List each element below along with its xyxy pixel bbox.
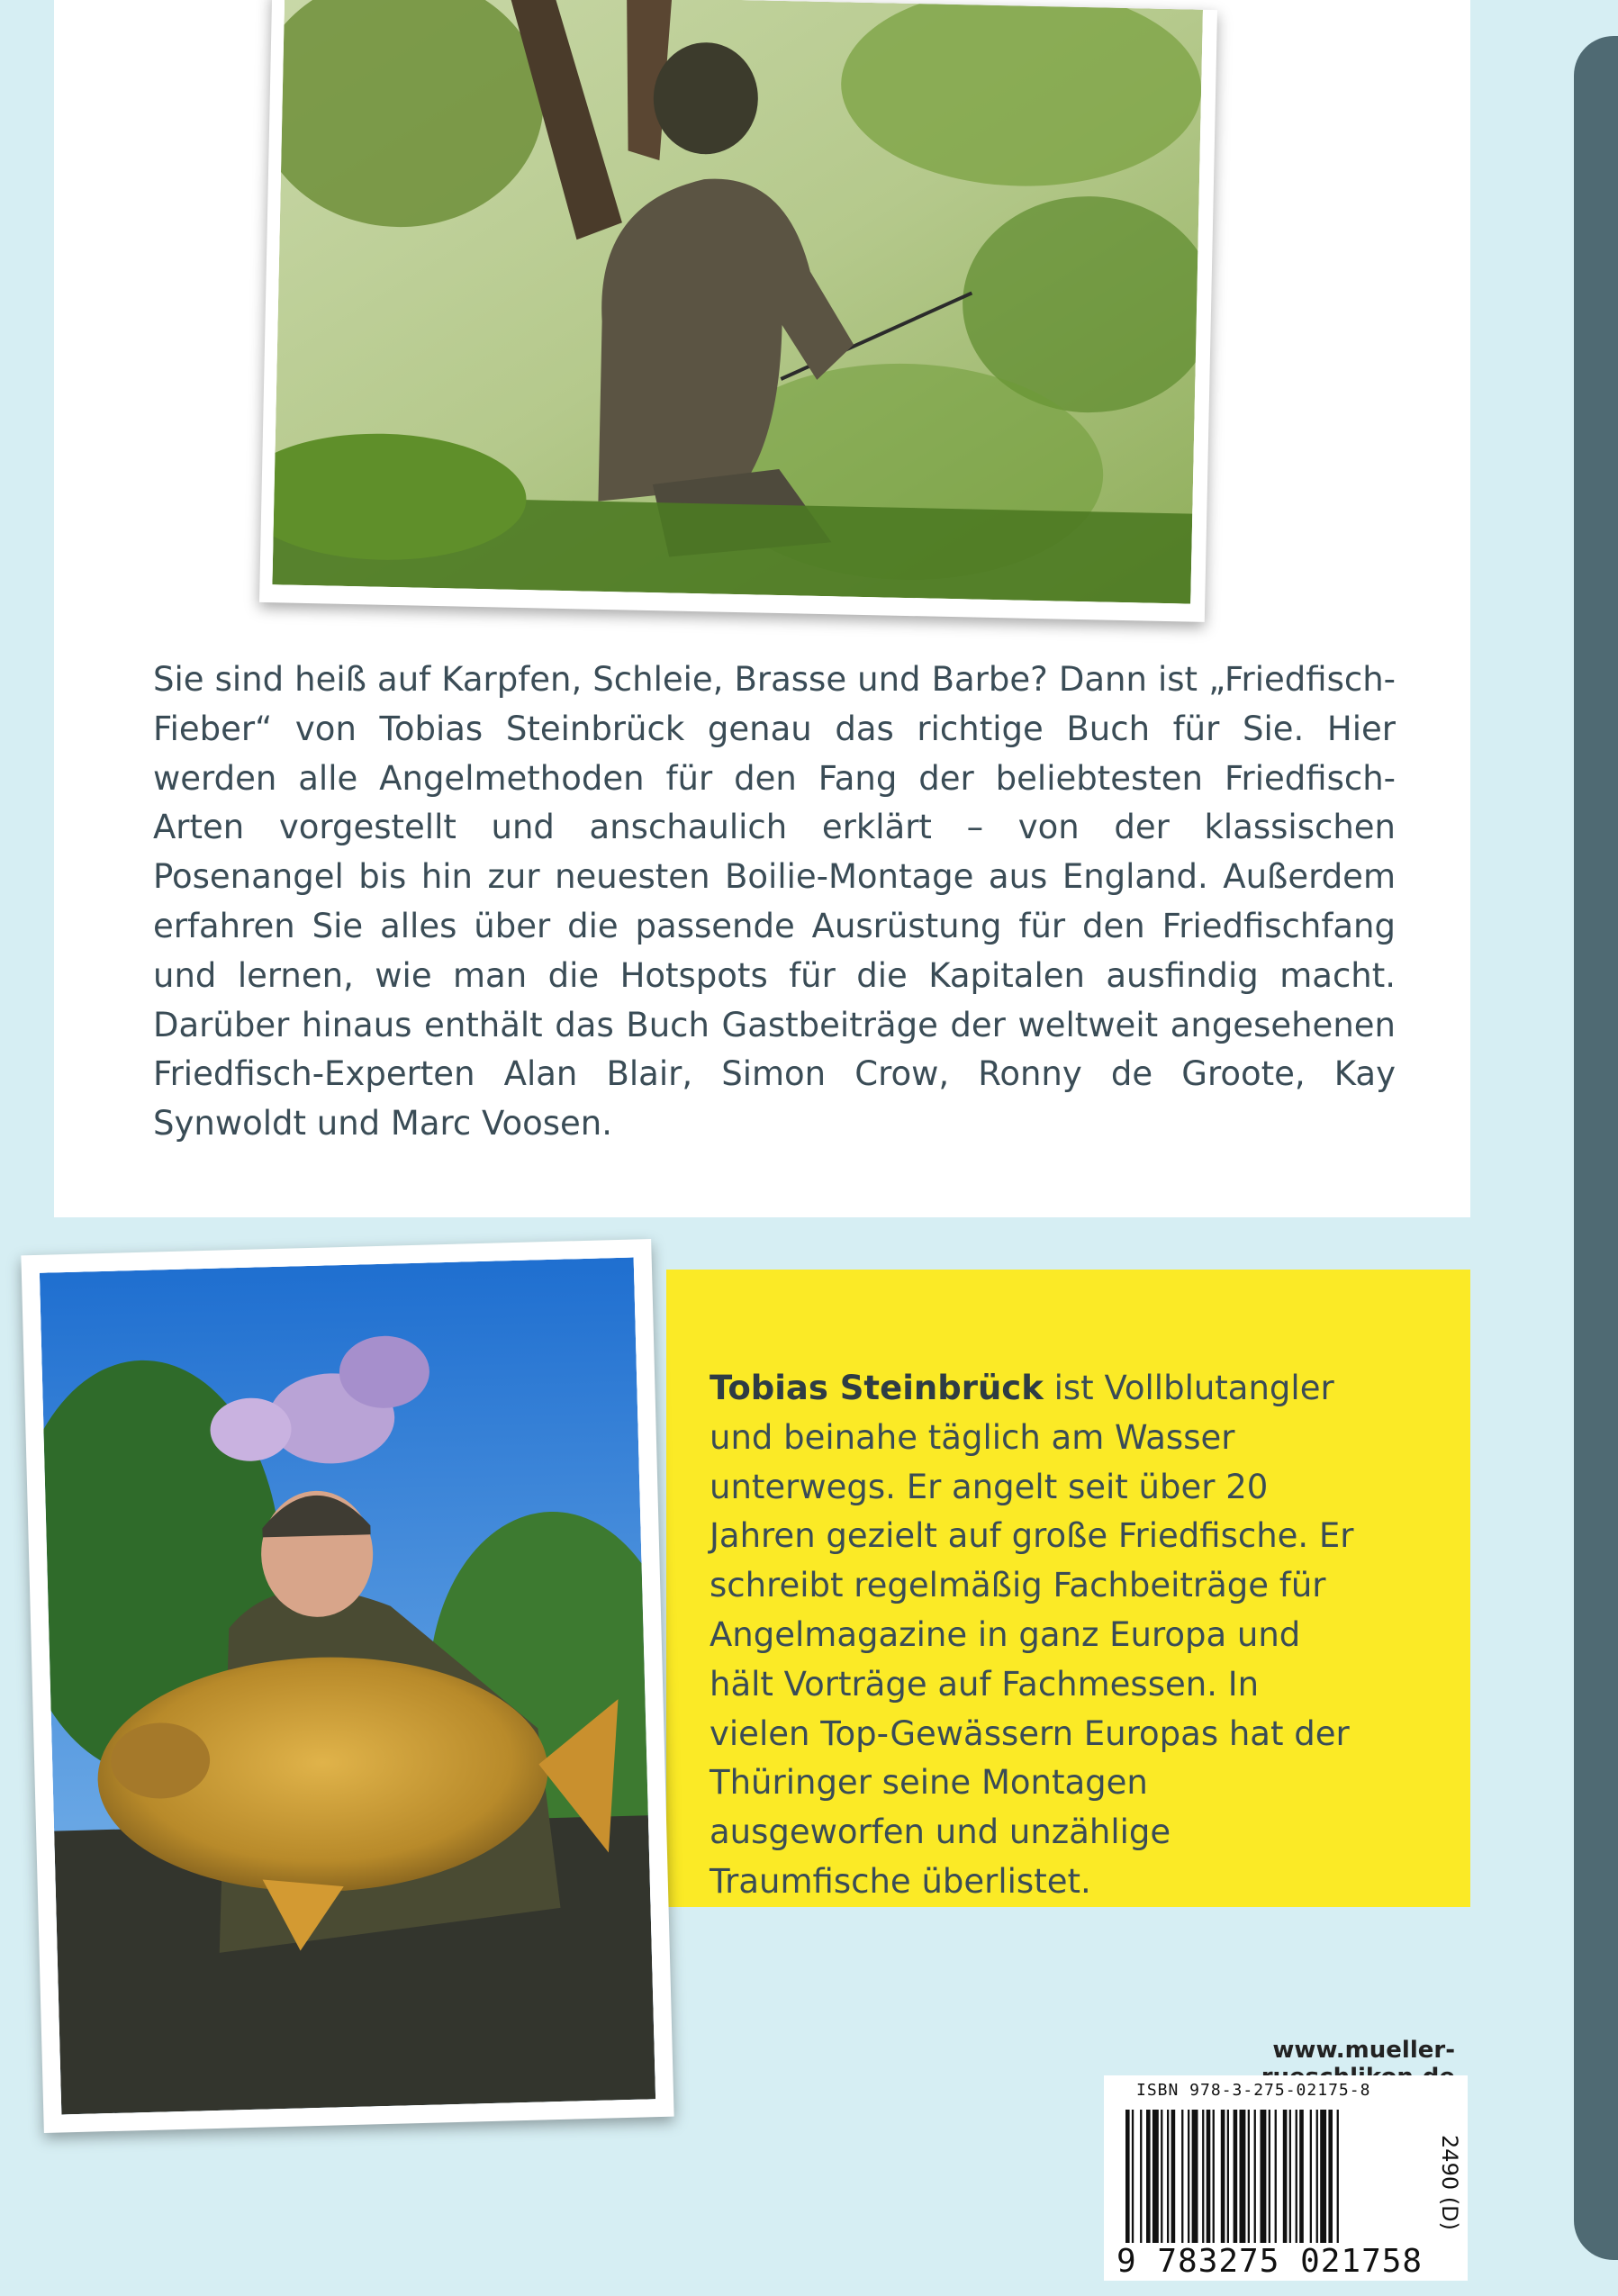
barcode-bar (1207, 2110, 1211, 2243)
barcode-bar (1275, 2110, 1277, 2243)
barcode-bar (1161, 2110, 1162, 2243)
barcode-number: 9 783275 021758 (1116, 2243, 1424, 2280)
barcode-bar (1240, 2110, 1246, 2243)
barcode-bar (1269, 2110, 1270, 2243)
barcode-bar (1289, 2110, 1291, 2243)
barcode-bar (1248, 2110, 1250, 2243)
barcode-bar (1202, 2110, 1204, 2243)
angler-photo-frame (259, 0, 1217, 622)
barcode-box (1104, 2075, 1468, 2281)
barcode-bar (1140, 2110, 1142, 2243)
isbn-label: ISBN 978-3-275-02175-8 (1136, 2081, 1371, 2100)
author-bio-body: ist Vollblutangler und beinahe täglich am Wasser unterwegs. Er angelt seit über 20 Jahren gezielt auf große Friedfische. Er schreibt regelmäßig Fachbeiträge für Angelmagazine in ganz Europa und hält Vorträge auf Fachmessen. In vielen Top-Gewässern Europas hat der Thüringer seine Montagen ausgeworfen und unzählige Traumfische überlistet. (710, 1369, 1354, 1901)
barcode-bar (1299, 2110, 1304, 2243)
barcode-bar (1125, 2110, 1130, 2243)
barcode-bar (1254, 2110, 1256, 2243)
price-code: 2490 (D) (1437, 2135, 1462, 2230)
barcode-bar (1146, 2110, 1151, 2243)
publisher-url[interactable]: www.mueller- (1272, 2037, 1455, 2064)
barcode-bar (1337, 2110, 1339, 2243)
price-code-box (1436, 2116, 1463, 2251)
author-photo-frame (21, 1239, 673, 2133)
barcode-bar (1167, 2110, 1169, 2243)
barcode-bar (1227, 2110, 1229, 2243)
barcode-bar (1181, 2110, 1183, 2243)
barcode-bar (1283, 2110, 1288, 2243)
barcode-bar (1234, 2110, 1238, 2243)
barcode-bar (1188, 2110, 1189, 2243)
barcode-bar (1221, 2110, 1225, 2243)
barcode-bar (1320, 2110, 1326, 2243)
barcode-bar (1132, 2110, 1134, 2243)
book-spine-edge (1574, 36, 1618, 2260)
angler-photo (272, 0, 1203, 604)
barcode-bar (1152, 2110, 1159, 2243)
author-photo (40, 1258, 655, 2115)
barcode-bar (1261, 2110, 1267, 2243)
barcode-bar (1171, 2110, 1176, 2243)
barcode-bar (1316, 2110, 1318, 2243)
barcode-bar (1310, 2110, 1312, 2243)
barcode-icon (1125, 2110, 1423, 2243)
barcode-bar (1192, 2110, 1198, 2243)
book-blurb: Sie sind heiß auf Karpfen, Schleie, Brasse und Barbe? Dann ist „Friedfisch-Fieber“ von Tobias Steinbrück genau das richtige Buch für Sie. Hier werden alle Angelmethoden für den Fang der beliebtesten Friedfisch-Arten vorgestellt und anschaulich erklärt – von der klassischen Posenangel bis hin zur neuesten Boilie-Montage aus England. Außerdem erfahren Sie alles über die passende Ausrüstung für den Friedfischfang und lernen, wie man die Hotspots für die Kapitalen ausfindig macht. Darüber hinaus enthält das Buch Gastbeiträge der weltweit angesehenen Friedfisch-Experten Alan Blair, Simon Crow, Ronny de Groote, Kay Synwoldt und Marc Voosen. (153, 660, 1396, 1143)
barcode-bar (1328, 2110, 1333, 2243)
author-bio-text (710, 1364, 1367, 1907)
author-name: Tobias Steinbrück (710, 1369, 1044, 1407)
barcode-bar (1296, 2110, 1297, 2243)
barcode-bar (1213, 2110, 1215, 2243)
